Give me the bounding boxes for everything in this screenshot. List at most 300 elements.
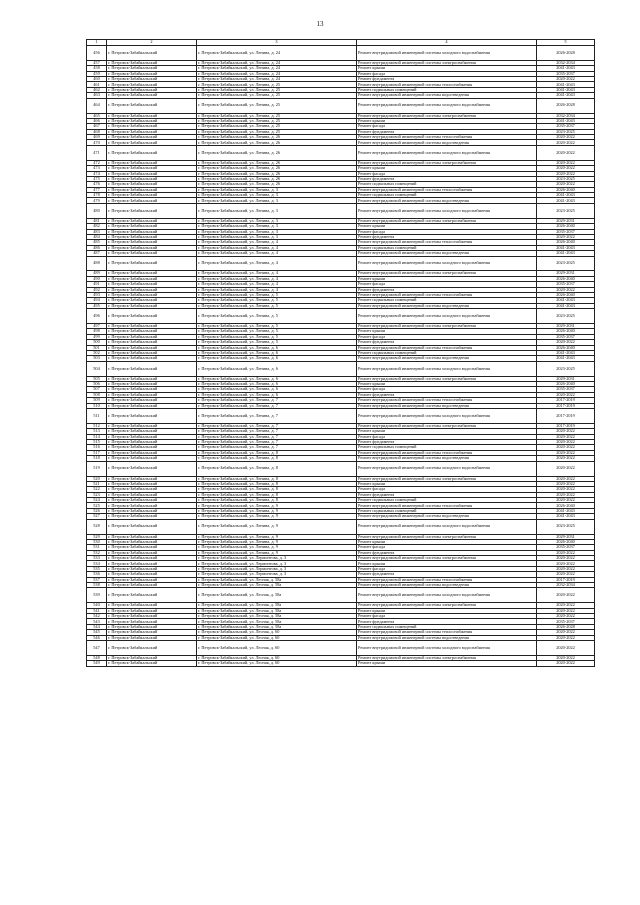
address-cell: г. Петровск-Забайкальский, ул. Лермонтова, д. 3 xyxy=(197,561,357,566)
municipality-cell: г. Петровск-Забайкальский xyxy=(107,519,197,534)
row-number-cell: 501 xyxy=(87,345,107,350)
row-number-cell: 473 xyxy=(87,166,107,171)
row-number-cell: 518 xyxy=(87,456,107,461)
address-cell: г. Петровск-Забайкальский, ул. Ленина, д. 5 xyxy=(197,292,357,297)
address-cell: г. Петровск-Забайкальский, ул. Ленина, д. 8 xyxy=(197,461,357,476)
work-type-cell: Ремонт внутридомовой инженерной системы холодного водоснабжения xyxy=(357,203,537,218)
period-cell: 2026-2040 xyxy=(537,382,595,387)
municipality-cell: г. Петровск-Забайкальский xyxy=(107,98,197,113)
address-cell: г. Петровск-Забайкальский, ул. Ленина, д. 24 xyxy=(197,77,357,82)
address-cell: г. Петровск-Забайкальский, ул. Ленина, д. 26 xyxy=(197,160,357,165)
period-cell: 2041-2043 xyxy=(537,87,595,92)
address-cell: г. Петровск-Забайкальский, ул. Ленина, д. 6 xyxy=(197,356,357,361)
municipality-cell: г. Петровск-Забайкальский xyxy=(107,461,197,476)
address-cell: г. Петровск-Забайкальский, ул. Ленина, д. 26 xyxy=(197,145,357,160)
table-row xyxy=(87,361,595,376)
address-cell: г. Петровск-Забайкальский, ул. Ленина, д. 4 xyxy=(197,271,357,276)
address-cell: г. Петровск-Забайкальский, ул. Ленина, д. 3 xyxy=(197,234,357,239)
period-cell: 2026-2040 xyxy=(537,503,595,508)
work-type-cell: Ремонт фасада xyxy=(357,71,537,76)
period-cell: 2041-2043 xyxy=(537,66,595,71)
municipality-cell: г. Петровск-Забайкальский xyxy=(107,309,197,324)
row-number-cell: 509 xyxy=(87,398,107,403)
work-type-cell: Ремонт внутридомовой инженерной системы электроснабжения xyxy=(357,476,537,481)
work-type-cell: Ремонт внутридомовой инженерной системы теплоснабжения xyxy=(357,345,537,350)
address-cell: г. Петровск-Забайкальский, ул. Ленина, д. 7 xyxy=(197,408,357,423)
row-number-cell: 512 xyxy=(87,423,107,428)
row-number-cell: 527 xyxy=(87,514,107,519)
row-number-cell: 477 xyxy=(87,187,107,192)
work-type-cell: Ремонт внутридомовой инженерной системы теплоснабжения xyxy=(357,82,537,87)
address-cell: г. Петровск-Забайкальский, ул. Ленина, д. 6 xyxy=(197,345,357,350)
address-cell: г. Петровск-Забайкальский, ул. Ленина, д. 8 xyxy=(197,481,357,486)
address-cell: г. Петровск-Забайкальский, ул. Ленина, д. 7 xyxy=(197,398,357,403)
address-cell: г. Петровск-Забайкальский, ул. Лесная, д. 58а xyxy=(197,603,357,608)
work-type-cell: Ремонт подвальных помещений xyxy=(357,445,537,450)
address-cell: г. Петровск-Забайкальский, ул. Ленина, д. 4 xyxy=(197,240,357,245)
work-type-cell: Ремонт внутридомовой инженерной системы водоотведения xyxy=(357,303,537,308)
work-type-cell: Ремонт фундамента xyxy=(357,340,537,345)
work-type-cell: Ремонт крыши xyxy=(357,329,537,334)
column-number-header: 1 xyxy=(87,40,107,46)
row-number-cell: 529 xyxy=(87,534,107,539)
municipality-cell: г. Петровск-Забайкальский xyxy=(107,145,197,160)
municipality-cell: г. Петровск-Забайкальский xyxy=(107,187,197,192)
period-cell: 2032-2034 xyxy=(537,60,595,65)
municipality-cell: г. Петровск-Забайкальский xyxy=(107,287,197,292)
municipality-cell: г. Петровск-Забайкальский xyxy=(107,440,197,445)
address-cell: г. Петровск-Забайкальский, ул. Лермонтова, д. 3 xyxy=(197,556,357,561)
work-type-cell: Ремонт внутридомовой инженерной системы холодного водоснабжения xyxy=(357,256,537,271)
row-number-cell: 487 xyxy=(87,251,107,256)
period-cell: 2023-2025 xyxy=(537,256,595,271)
period-cell: 2035-2037 xyxy=(537,334,595,339)
row-number-cell: 485 xyxy=(87,240,107,245)
municipality-cell: г. Петровск-Забайкальский xyxy=(107,198,197,203)
table-row xyxy=(87,203,595,218)
address-cell: г. Петровск-Забайкальский, ул. Ленина, д. 4 xyxy=(197,245,357,250)
municipality-cell: г. Петровск-Забайкальский xyxy=(107,171,197,176)
municipality-cell: г. Петровск-Забайкальский xyxy=(107,630,197,635)
work-type-cell: Ремонт внутридомовой инженерной системы холодного водоснабжения xyxy=(357,519,537,534)
municipality-cell: г. Петровск-Забайкальский xyxy=(107,361,197,376)
period-cell: 2035-2037 xyxy=(537,124,595,129)
municipality-cell: г. Петровск-Забайкальский xyxy=(107,135,197,140)
period-cell: 2020-2022 xyxy=(537,171,595,176)
period-cell: 2020-2022 xyxy=(537,481,595,486)
row-number-cell: 522 xyxy=(87,487,107,492)
table-body xyxy=(87,46,595,667)
work-type-cell: Ремонт внутридомовой инженерной системы электроснабжения xyxy=(357,603,537,608)
period-cell: 2041-2043 xyxy=(537,514,595,519)
period-cell: 2041-2043 xyxy=(537,356,595,361)
period-cell: 2041-2043 xyxy=(537,508,595,513)
address-cell: г. Петровск-Забайкальский, ул. Ленина, д. 3 xyxy=(197,218,357,223)
municipality-cell: г. Петровск-Забайкальский xyxy=(107,550,197,555)
address-cell: г. Петровск-Забайкальский, ул. Ленина, д. 24 xyxy=(197,66,357,71)
work-type-cell: Ремонт фундамента xyxy=(357,572,537,577)
period-cell: 2026-2040 xyxy=(537,539,595,544)
row-number-cell: 534 xyxy=(87,561,107,566)
municipality-cell: г. Петровск-Забайкальский xyxy=(107,434,197,439)
address-cell: г. Петровск-Забайкальский, ул. Ленина, д. 3 xyxy=(197,224,357,229)
table-row xyxy=(87,98,595,113)
period-cell: 2041-2043 xyxy=(537,198,595,203)
address-cell: г. Петровск-Забайкальский, ул. Лесная, д. 60 xyxy=(197,655,357,660)
work-type-cell: Ремонт фасада xyxy=(357,282,537,287)
period-cell: 2020-2022 xyxy=(537,445,595,450)
municipality-cell: г. Петровск-Забайкальский xyxy=(107,619,197,624)
work-type-cell: Ремонт фундамента xyxy=(357,77,537,82)
work-type-cell: Ремонт крыши xyxy=(357,66,537,71)
address-cell: г. Петровск-Забайкальский, ул. Ленина, д. 3 xyxy=(197,193,357,198)
row-number-cell: 483 xyxy=(87,229,107,234)
row-number-cell: 547 xyxy=(87,641,107,656)
work-type-cell: Ремонт фундамента xyxy=(357,492,537,497)
municipality-cell: г. Петровск-Забайкальский xyxy=(107,539,197,544)
work-type-cell: Ремонт подвальных помещений xyxy=(357,508,537,513)
column-number-header: 2 xyxy=(107,40,197,46)
period-cell: 2020-2022 xyxy=(537,641,595,656)
address-cell: г. Петровск-Забайкальский, ул. Ленина, д. 3 xyxy=(197,187,357,192)
address-cell: г. Петровск-Забайкальский, ул. Ленина, д. 5 xyxy=(197,329,357,334)
work-type-cell: Ремонт фасада xyxy=(357,487,537,492)
work-type-cell: Ремонт фундамента xyxy=(357,287,537,292)
work-type-cell: Ремонт крыши xyxy=(357,382,537,387)
work-type-cell: Ремонт крыши xyxy=(357,166,537,171)
period-cell: 2041-2043 xyxy=(537,251,595,256)
period-cell: 2020-2022 xyxy=(537,655,595,660)
address-cell: г. Петровск-Забайкальский, ул. Лесная, д. 60 xyxy=(197,661,357,666)
row-number-cell: 492 xyxy=(87,287,107,292)
address-cell: г. Петровск-Забайкальский, ул. Ленина, д. 24 xyxy=(197,46,357,61)
work-type-cell: Ремонт внутридомовой инженерной системы теплоснабжения xyxy=(357,135,537,140)
address-cell: г. Петровск-Забайкальский, ул. Ленина, д. 6 xyxy=(197,387,357,392)
work-type-cell: Ремонт внутридомовой инженерной системы водоотведения xyxy=(357,93,537,98)
municipality-cell: г. Петровск-Забайкальский xyxy=(107,292,197,297)
work-type-cell: Ремонт крыши xyxy=(357,661,537,666)
period-cell: 2020-2022 xyxy=(537,476,595,481)
address-cell: г. Петровск-Забайкальский, ул. Ленина, д. 5 xyxy=(197,298,357,303)
row-number-cell: 497 xyxy=(87,324,107,329)
address-cell: г. Петровск-Забайкальский, ул. Ленина, д. 4 xyxy=(197,251,357,256)
address-cell: г. Петровск-Забайкальский, ул. Ленина, д. 26 xyxy=(197,171,357,176)
municipality-cell: г. Петровск-Забайкальский xyxy=(107,376,197,381)
work-type-cell: Ремонт фасада xyxy=(357,387,537,392)
work-type-cell: Ремонт подвальных помещений xyxy=(357,498,537,503)
period-cell: 2026-2040 xyxy=(537,329,595,334)
municipality-cell: г. Петровск-Забайкальский xyxy=(107,588,197,603)
municipality-cell: г. Петровск-Забайкальский xyxy=(107,450,197,455)
row-number-cell: 498 xyxy=(87,329,107,334)
municipality-cell: г. Петровск-Забайкальский xyxy=(107,229,197,234)
period-cell: 2026-2028 xyxy=(537,98,595,113)
period-cell: 2017-2019 xyxy=(537,577,595,582)
period-cell: 2035-2037 xyxy=(537,71,595,76)
row-number-cell: 486 xyxy=(87,245,107,250)
row-number-cell: 461 xyxy=(87,82,107,87)
address-cell: г. Петровск-Забайкальский, ул. Ленина, д. 26 xyxy=(197,182,357,187)
municipality-cell: г. Петровск-Забайкальский xyxy=(107,93,197,98)
address-cell: г. Петровск-Забайкальский, ул. Ленина, д. 26 xyxy=(197,140,357,145)
municipality-cell: г. Петровск-Забайкальский xyxy=(107,624,197,629)
address-cell: г. Петровск-Забайкальский, ул. Лесная, д. 58а xyxy=(197,624,357,629)
row-number-cell: 507 xyxy=(87,387,107,392)
period-cell: 2020-2022 xyxy=(537,588,595,603)
period-cell: 2020-2022 xyxy=(537,140,595,145)
period-cell: 2023-2025 xyxy=(537,361,595,376)
row-number-cell: 536 xyxy=(87,572,107,577)
work-type-cell: Ремонт внутридомовой инженерной системы электроснабжения xyxy=(357,534,537,539)
row-number-cell: 495 xyxy=(87,303,107,308)
municipality-cell: г. Петровск-Забайкальский xyxy=(107,166,197,171)
work-type-cell: Ремонт внутридомовой инженерной системы водоотведения xyxy=(357,198,537,203)
work-type-cell: Ремонт внутридомовой инженерной системы водоотведения xyxy=(357,251,537,256)
address-cell: г. Петровск-Забайкальский, ул. Ленина, д. 26 xyxy=(197,166,357,171)
work-type-cell: Ремонт внутридомовой инженерной системы теплоснабжения xyxy=(357,503,537,508)
period-cell: 2041-2043 xyxy=(537,193,595,198)
municipality-cell: г. Петровск-Забайкальский xyxy=(107,329,197,334)
address-cell: г. Петровск-Забайкальский, ул. Лесная, д. 60 xyxy=(197,630,357,635)
row-number-cell: 541 xyxy=(87,608,107,613)
address-cell: г. Петровск-Забайкальский, ул. Лермонтова, д. 3 xyxy=(197,572,357,577)
period-cell: 2020-2022 xyxy=(537,135,595,140)
work-type-cell: Ремонт подвальных помещений xyxy=(357,624,537,629)
period-cell: 2020-2022 xyxy=(537,572,595,577)
municipality-cell: г. Петровск-Забайкальский xyxy=(107,82,197,87)
work-type-cell: Ремонт внутридомовой инженерной системы теплоснабжения xyxy=(357,292,537,297)
municipality-cell: г. Петровск-Забайкальский xyxy=(107,60,197,65)
municipality-cell: г. Петровск-Забайкальский xyxy=(107,641,197,656)
municipality-cell: г. Петровск-Забайкальский xyxy=(107,245,197,250)
municipality-cell: г. Петровск-Забайкальский xyxy=(107,303,197,308)
address-cell: г. Петровск-Забайкальский, ул. Ленина, д. 4 xyxy=(197,287,357,292)
municipality-cell: г. Петровск-Забайкальский xyxy=(107,118,197,123)
work-type-cell: Ремонт подвальных помещений xyxy=(357,193,537,198)
row-number-cell: 484 xyxy=(87,234,107,239)
period-cell: 2020-2022 xyxy=(537,661,595,666)
work-type-cell: Ремонт внутридомовой инженерной системы водоотведения xyxy=(357,514,537,519)
work-type-cell: Ремонт фасада xyxy=(357,334,537,339)
row-number-cell: 469 xyxy=(87,135,107,140)
period-cell: 2020-2022 xyxy=(537,182,595,187)
row-number-cell: 468 xyxy=(87,129,107,134)
period-cell: 2020-2022 xyxy=(537,487,595,492)
municipality-cell: г. Петровск-Забайкальский xyxy=(107,71,197,76)
municipality-cell: г. Петровск-Забайкальский xyxy=(107,77,197,82)
work-type-cell: Ремонт внутридомовой инженерной системы теплоснабжения xyxy=(357,630,537,635)
column-number-header: 3 xyxy=(197,40,357,46)
work-type-cell: Ремонт внутридомовой инженерной системы электроснабжения xyxy=(357,60,537,65)
row-number-cell: 491 xyxy=(87,282,107,287)
row-number-cell: 476 xyxy=(87,182,107,187)
work-type-cell: Ремонт фундамента xyxy=(357,440,537,445)
period-cell: 2020-2022 xyxy=(537,434,595,439)
municipality-cell: г. Петровск-Забайкальский xyxy=(107,545,197,550)
municipality-cell: г. Петровск-Забайкальский xyxy=(107,655,197,660)
municipality-cell: г. Петровск-Забайкальский xyxy=(107,456,197,461)
row-number-cell: 493 xyxy=(87,292,107,297)
row-number-cell: 494 xyxy=(87,298,107,303)
period-cell: 2041-2043 xyxy=(537,303,595,308)
period-cell: 2020-2022 xyxy=(537,166,595,171)
address-cell: г. Петровск-Забайкальский, ул. Лесная, д. 58а xyxy=(197,583,357,588)
period-cell: 2026-2040 xyxy=(537,345,595,350)
row-number-cell: 519 xyxy=(87,461,107,476)
municipality-cell: г. Петровск-Забайкальский xyxy=(107,345,197,350)
address-cell: г. Петровск-Забайкальский, ул. Ленина, д. 5 xyxy=(197,334,357,339)
period-cell: 2035-2037 xyxy=(537,282,595,287)
period-cell: 2017-2019 xyxy=(537,423,595,428)
address-cell: г. Петровск-Забайкальский, ул. Ленина, д. 25 xyxy=(197,87,357,92)
address-cell: г. Петровск-Забайкальский, ул. Ленина, д. 6 xyxy=(197,392,357,397)
row-number-cell: 459 xyxy=(87,71,107,76)
work-type-cell: Ремонт внутридомовой инженерной системы холодного водоснабжения xyxy=(357,408,537,423)
row-number-cell: 525 xyxy=(87,503,107,508)
row-number-cell: 543 xyxy=(87,619,107,624)
address-cell: г. Петровск-Забайкальский, ул. Ленина, д. 25 xyxy=(197,113,357,118)
work-type-cell: Ремонт фундамента xyxy=(357,129,537,134)
municipality-cell: г. Петровск-Забайкальский xyxy=(107,356,197,361)
row-number-cell: 500 xyxy=(87,340,107,345)
period-cell: 2017-2019 xyxy=(537,403,595,408)
period-cell: 2017-2019 xyxy=(537,408,595,423)
period-cell: 2017-2019 xyxy=(537,398,595,403)
work-type-cell: Ремонт внутридомовой инженерной системы электроснабжения xyxy=(357,376,537,381)
row-number-cell: 533 xyxy=(87,556,107,561)
period-cell: 2020-2022 xyxy=(537,614,595,619)
period-cell: 2029-2031 xyxy=(537,534,595,539)
period-cell: 2020-2022 xyxy=(537,340,595,345)
period-cell: 2020-2022 xyxy=(537,461,595,476)
period-cell: 2020-2022 xyxy=(537,145,595,160)
table-row xyxy=(87,641,595,656)
address-cell: г. Петровск-Забайкальский, ул. Ленина, д. 5 xyxy=(197,309,357,324)
period-cell: 2035-2037 xyxy=(537,545,595,550)
municipality-cell: г. Петровск-Забайкальский xyxy=(107,476,197,481)
row-number-cell: 517 xyxy=(87,450,107,455)
work-type-cell: Ремонт крыши xyxy=(357,481,537,486)
period-cell: 2026-2040 xyxy=(537,187,595,192)
address-cell: г. Петровск-Забайкальский, ул. Ленина, д. 25 xyxy=(197,124,357,129)
work-type-cell: Ремонт внутридомовой инженерной системы электроснабжения xyxy=(357,113,537,118)
address-cell: г. Петровск-Забайкальский, ул. Лесная, д. 58а xyxy=(197,608,357,613)
municipality-cell: г. Петровск-Забайкальский xyxy=(107,182,197,187)
work-type-cell: Ремонт внутридомовой инженерной системы электроснабжения xyxy=(357,218,537,223)
work-type-cell: Ремонт внутридомовой инженерной системы водоотведения xyxy=(357,583,537,588)
municipality-cell: г. Петровск-Забайкальский xyxy=(107,129,197,134)
address-cell: г. Петровск-Забайкальский, ул. Ленина, д. 25 xyxy=(197,129,357,134)
work-type-cell: Ремонт внутридомовой инженерной системы электроснабжения xyxy=(357,556,537,561)
row-number-cell: 499 xyxy=(87,334,107,339)
work-type-cell: Ремонт внутридомовой инженерной системы холодного водоснабжения xyxy=(357,361,537,376)
period-cell: 2026-2040 xyxy=(537,276,595,281)
address-cell: г. Петровск-Забайкальский, ул. Ленина, д. 9 xyxy=(197,508,357,513)
work-type-cell: Ремонт подвальных помещений xyxy=(357,87,537,92)
table-row xyxy=(87,46,595,61)
address-cell: г. Петровск-Забайкальский, ул. Ленина, д. 8 xyxy=(197,487,357,492)
work-type-cell: Ремонт внутридомовой инженерной системы теплоснабжения xyxy=(357,240,537,245)
address-cell: г. Петровск-Забайкальский, ул. Ленина, д. 9 xyxy=(197,539,357,544)
municipality-cell: г. Петровск-Забайкальский xyxy=(107,445,197,450)
work-type-cell: Ремонт крыши xyxy=(357,608,537,613)
municipality-cell: г. Петровск-Забайкальский xyxy=(107,298,197,303)
municipality-cell: г. Петровск-Забайкальский xyxy=(107,234,197,239)
period-cell: 2020-2022 xyxy=(537,440,595,445)
period-cell: 2020-2022 xyxy=(537,456,595,461)
row-number-cell: 479 xyxy=(87,198,107,203)
row-number-cell: 520 xyxy=(87,476,107,481)
municipality-cell: г. Петровск-Забайкальский xyxy=(107,583,197,588)
row-number-cell: 508 xyxy=(87,392,107,397)
address-cell: г. Петровск-Забайкальский, ул. Ленина, д. 26 xyxy=(197,135,357,140)
municipality-cell: г. Петровск-Забайкальский xyxy=(107,492,197,497)
period-cell: 2020-2022 xyxy=(537,635,595,640)
work-type-cell: Ремонт внутридомовой инженерной системы теплоснабжения xyxy=(357,577,537,582)
municipality-cell: г. Петровск-Забайкальский xyxy=(107,387,197,392)
row-number-cell: 504 xyxy=(87,361,107,376)
work-type-cell: Ремонт внутридомовой инженерной системы холодного водоснабжения xyxy=(357,588,537,603)
municipality-cell: г. Петровск-Забайкальский xyxy=(107,66,197,71)
table-row xyxy=(87,145,595,160)
period-cell: 2023-2025 xyxy=(537,176,595,181)
work-type-cell: Ремонт внутридомовой инженерной системы водоотведения xyxy=(357,140,537,145)
work-type-cell: Ремонт крыши xyxy=(357,276,537,281)
work-type-cell: Ремонт фасада xyxy=(357,614,537,619)
work-type-cell: Ремонт внутридомовой инженерной системы теплоснабжения xyxy=(357,187,537,192)
address-cell: г. Петровск-Забайкальский, ул. Лесная, д. 58а xyxy=(197,614,357,619)
row-number-cell: 511 xyxy=(87,408,107,423)
row-number-cell: 530 xyxy=(87,539,107,544)
municipality-cell: г. Петровск-Забайкальский xyxy=(107,382,197,387)
repair-schedule-table xyxy=(86,39,595,667)
period-cell: 2023-2025 xyxy=(537,519,595,534)
work-type-cell: Ремонт внутридомовой инженерной системы холодного водоснабжения xyxy=(357,98,537,113)
municipality-cell: г. Петровск-Забайкальский xyxy=(107,140,197,145)
municipality-cell: г. Петровск-Забайкальский xyxy=(107,282,197,287)
row-number-cell: 524 xyxy=(87,498,107,503)
municipality-cell: г. Петровск-Забайкальский xyxy=(107,176,197,181)
address-cell: г. Петровск-Забайкальский, ул. Лесная, д. 58а xyxy=(197,619,357,624)
row-number-cell: 502 xyxy=(87,350,107,355)
row-number-cell: 510 xyxy=(87,403,107,408)
row-number-cell: 480 xyxy=(87,203,107,218)
period-cell: 2026-2040 xyxy=(537,240,595,245)
work-type-cell: Ремонт подвальных помещений xyxy=(357,182,537,187)
work-type-cell: Ремонт фундамента xyxy=(357,234,537,239)
row-number-cell: 537 xyxy=(87,577,107,582)
row-number-cell: 538 xyxy=(87,583,107,588)
municipality-cell: г. Петровск-Забайкальский xyxy=(107,661,197,666)
period-cell: 2020-2022 xyxy=(537,429,595,434)
municipality-cell: г. Петровск-Забайкальский xyxy=(107,240,197,245)
row-number-cell: 521 xyxy=(87,481,107,486)
table-row xyxy=(87,408,595,423)
period-cell: 2032-2034 xyxy=(537,113,595,118)
row-number-cell: 515 xyxy=(87,440,107,445)
period-cell: 2023-2025 xyxy=(537,203,595,218)
row-number-cell: 462 xyxy=(87,87,107,92)
row-number-cell: 474 xyxy=(87,171,107,176)
row-number-cell: 482 xyxy=(87,224,107,229)
row-number-cell: 526 xyxy=(87,508,107,513)
work-type-cell: Ремонт внутридомовой инженерной системы теплоснабжения xyxy=(357,398,537,403)
municipality-cell: г. Петровск-Забайкальский xyxy=(107,508,197,513)
row-number-cell: 523 xyxy=(87,492,107,497)
municipality-cell: г. Петровск-Забайкальский xyxy=(107,271,197,276)
table-row xyxy=(87,256,595,271)
address-cell: г. Петровск-Забайкальский, ул. Ленина, д. 8 xyxy=(197,498,357,503)
